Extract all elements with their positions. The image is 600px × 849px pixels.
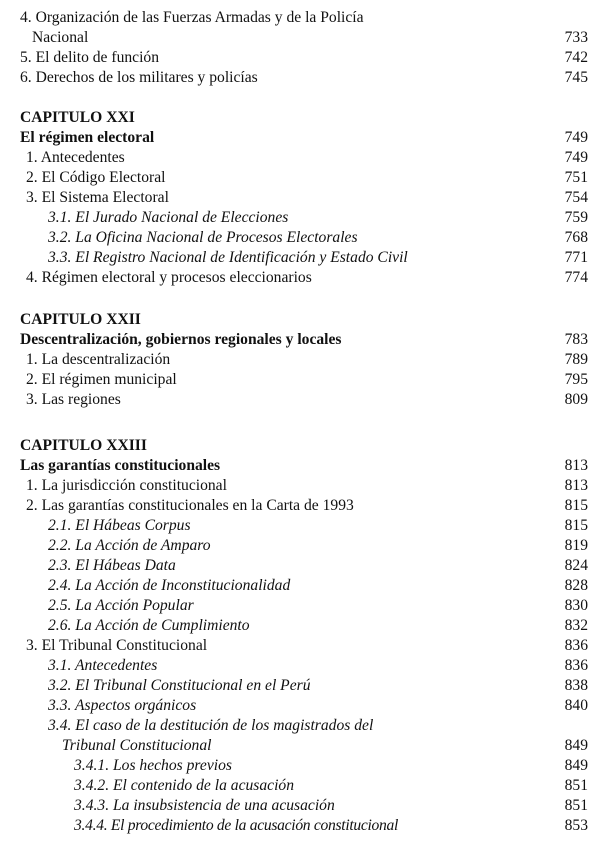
toc-entry bbox=[26, 390, 600, 410]
toc-page-number: 851 bbox=[564, 797, 588, 814]
toc-subentry-title: 3.2. La Oficina Nacional de Procesos Electorales bbox=[48, 229, 358, 246]
toc-entry bbox=[26, 370, 600, 390]
toc-page-number: 830 bbox=[564, 597, 588, 614]
chapter-title-entry bbox=[20, 456, 600, 476]
toc-entry bbox=[20, 48, 600, 68]
toc-entry bbox=[20, 68, 600, 88]
toc-subentry-title: 2.1. El Hábeas Corpus bbox=[48, 517, 191, 534]
toc-subentry bbox=[48, 556, 600, 576]
toc-page-number: 819 bbox=[564, 537, 588, 554]
toc-subentry-title: 3.3. Aspectos orgánicos bbox=[48, 697, 197, 714]
toc-subentry bbox=[48, 716, 373, 736]
toc-page-number: 836 bbox=[564, 637, 588, 654]
toc-entry bbox=[26, 636, 600, 656]
toc-page-number: 815 bbox=[564, 497, 588, 514]
toc-entry-title: 6. Derechos de los militares y policías bbox=[20, 69, 258, 86]
toc-entry-title: 4. Organización de las Fuerzas Armadas y de la Policía bbox=[20, 9, 364, 26]
chapter-number: CAPITULO XXII bbox=[20, 311, 141, 328]
chapter-number: CAPITULO XXIII bbox=[20, 437, 147, 454]
toc-page-number: 828 bbox=[564, 577, 588, 594]
toc-subentry bbox=[48, 616, 600, 636]
toc-entry bbox=[20, 8, 364, 28]
toc-entry-title: 1. La jurisdicción constitucional bbox=[26, 477, 227, 494]
toc-entry-title: Nacional bbox=[32, 29, 89, 46]
toc-entry bbox=[26, 496, 600, 516]
toc-page-number: 813 bbox=[564, 457, 588, 474]
toc-page-number: 733 bbox=[564, 29, 588, 46]
toc-page-number: 754 bbox=[564, 189, 588, 206]
toc-entry bbox=[26, 188, 600, 208]
chapter-title: Descentralización, gobiernos regionales y locales bbox=[20, 331, 342, 348]
toc-page-number: 849 bbox=[564, 737, 588, 754]
toc-page-number: 783 bbox=[564, 331, 588, 348]
toc-entry-title: 2. Las garantías constitucionales en la Carta de 1993 bbox=[26, 497, 354, 514]
toc-page-number: 742 bbox=[564, 49, 588, 66]
toc-subentry bbox=[48, 596, 600, 616]
toc-subsubentry bbox=[74, 796, 600, 816]
toc-entry-title: 3. El Sistema Electoral bbox=[26, 189, 169, 206]
toc-page-number: 774 bbox=[564, 269, 588, 286]
toc-subentry bbox=[48, 228, 600, 248]
toc-subsubentry bbox=[74, 816, 600, 836]
toc-subentry bbox=[48, 248, 600, 268]
toc-page-number: 824 bbox=[564, 557, 588, 574]
toc-subentry-title: 2.6. La Acción de Cumplimiento bbox=[48, 617, 250, 634]
toc-entry-title: 5. El delito de función bbox=[20, 49, 160, 66]
toc-subentry-title: 3.2. El Tribunal Constitucional en el Perú bbox=[48, 677, 311, 694]
toc-entry bbox=[26, 168, 600, 188]
toc-entry-title: 2. El régimen municipal bbox=[26, 371, 177, 388]
toc-subsubentry-title: 3.4.3. La insubsistencia de una acusación bbox=[74, 797, 335, 814]
toc-page-number: 749 bbox=[564, 129, 588, 146]
toc-subentry-title: 2.2. La Acción de Amparo bbox=[48, 537, 211, 554]
toc-subsubentry-title: 3.4.2. El contenido de la acusación bbox=[74, 777, 295, 794]
toc-page-number: 759 bbox=[564, 209, 588, 226]
toc-page-number: 851 bbox=[564, 777, 588, 794]
chapter-title: El régimen electoral bbox=[20, 129, 155, 146]
toc-entry bbox=[26, 148, 600, 168]
toc-subsubentry-title: 3.4.1. Los hechos previos bbox=[74, 757, 232, 774]
toc-entry-title: 2. El Código Electoral bbox=[26, 169, 166, 186]
toc-page-number: 853 bbox=[564, 817, 588, 834]
toc-subentry-title: 3.3. El Registro Nacional de Identificación y Estado Civil bbox=[48, 249, 408, 266]
toc-subentry bbox=[48, 676, 600, 696]
toc-page-number: 789 bbox=[564, 351, 588, 368]
toc-subentry bbox=[48, 516, 600, 536]
chapter-heading bbox=[20, 436, 147, 456]
toc-subentry bbox=[48, 576, 600, 596]
toc-entry-title: 1. Antecedentes bbox=[26, 149, 125, 166]
toc-page-number: 849 bbox=[564, 757, 588, 774]
chapter-title-entry bbox=[20, 128, 600, 148]
toc-entry-title: 3. El Tribunal Constitucional bbox=[26, 637, 208, 654]
toc-subentry bbox=[48, 536, 600, 556]
toc-subentry-title: 2.4. La Acción de Inconstitucionalidad bbox=[48, 577, 291, 594]
toc-page-number: 815 bbox=[564, 517, 588, 534]
toc-subentry bbox=[48, 208, 600, 228]
toc-subsubentry bbox=[74, 756, 600, 776]
toc-page-number: 751 bbox=[564, 169, 588, 186]
toc-subentry-title: 3.1. El Jurado Nacional de Elecciones bbox=[48, 209, 289, 226]
chapter-title-entry bbox=[20, 330, 600, 350]
toc-subentry bbox=[48, 656, 600, 676]
toc-page-number: 813 bbox=[564, 477, 588, 494]
toc-subentry-title: 3.1. Antecedentes bbox=[48, 657, 158, 674]
chapter-heading bbox=[20, 310, 141, 330]
toc-subsubentry-title: 3.4.4. El procedimiento de la acusación constitucional bbox=[74, 817, 399, 834]
toc-entry-title: 1. La descentralización bbox=[26, 351, 171, 368]
toc-subentry bbox=[48, 696, 600, 716]
toc-subentry-title: 2.5. La Acción Popular bbox=[48, 597, 194, 614]
chapter-number: CAPITULO XXI bbox=[20, 109, 135, 126]
toc-page-number: 838 bbox=[564, 677, 588, 694]
toc-subentry-title: Tribunal Constitucional bbox=[62, 737, 212, 754]
toc-entry-title: 4. Régimen electoral y procesos eleccionarios bbox=[26, 269, 312, 286]
toc-page-number: 832 bbox=[564, 617, 588, 634]
toc-page-number: 836 bbox=[564, 657, 588, 674]
toc-entry bbox=[32, 28, 600, 48]
toc-page-number: 771 bbox=[564, 249, 588, 266]
toc-entry-title: 3. Las regiones bbox=[26, 391, 121, 408]
toc-subsubentry bbox=[74, 776, 600, 796]
toc-page-number: 749 bbox=[564, 149, 588, 166]
toc-entry bbox=[26, 268, 600, 288]
chapter-title: Las garantías constitucionales bbox=[20, 457, 221, 474]
toc-page-number: 809 bbox=[564, 391, 588, 408]
toc-page-number: 768 bbox=[564, 229, 588, 246]
toc-subentry-title: 2.3. El Hábeas Data bbox=[48, 557, 176, 574]
toc-page-number: 745 bbox=[564, 69, 588, 86]
toc-subentry bbox=[62, 736, 600, 756]
toc-page-number: 795 bbox=[564, 371, 588, 388]
toc-page-number: 840 bbox=[564, 697, 588, 714]
chapter-heading bbox=[20, 108, 135, 128]
toc-entry bbox=[26, 350, 600, 370]
toc-entry bbox=[26, 476, 600, 496]
toc-subentry-title: 3.4. El caso de la destitución de los magistrados del bbox=[48, 717, 374, 734]
